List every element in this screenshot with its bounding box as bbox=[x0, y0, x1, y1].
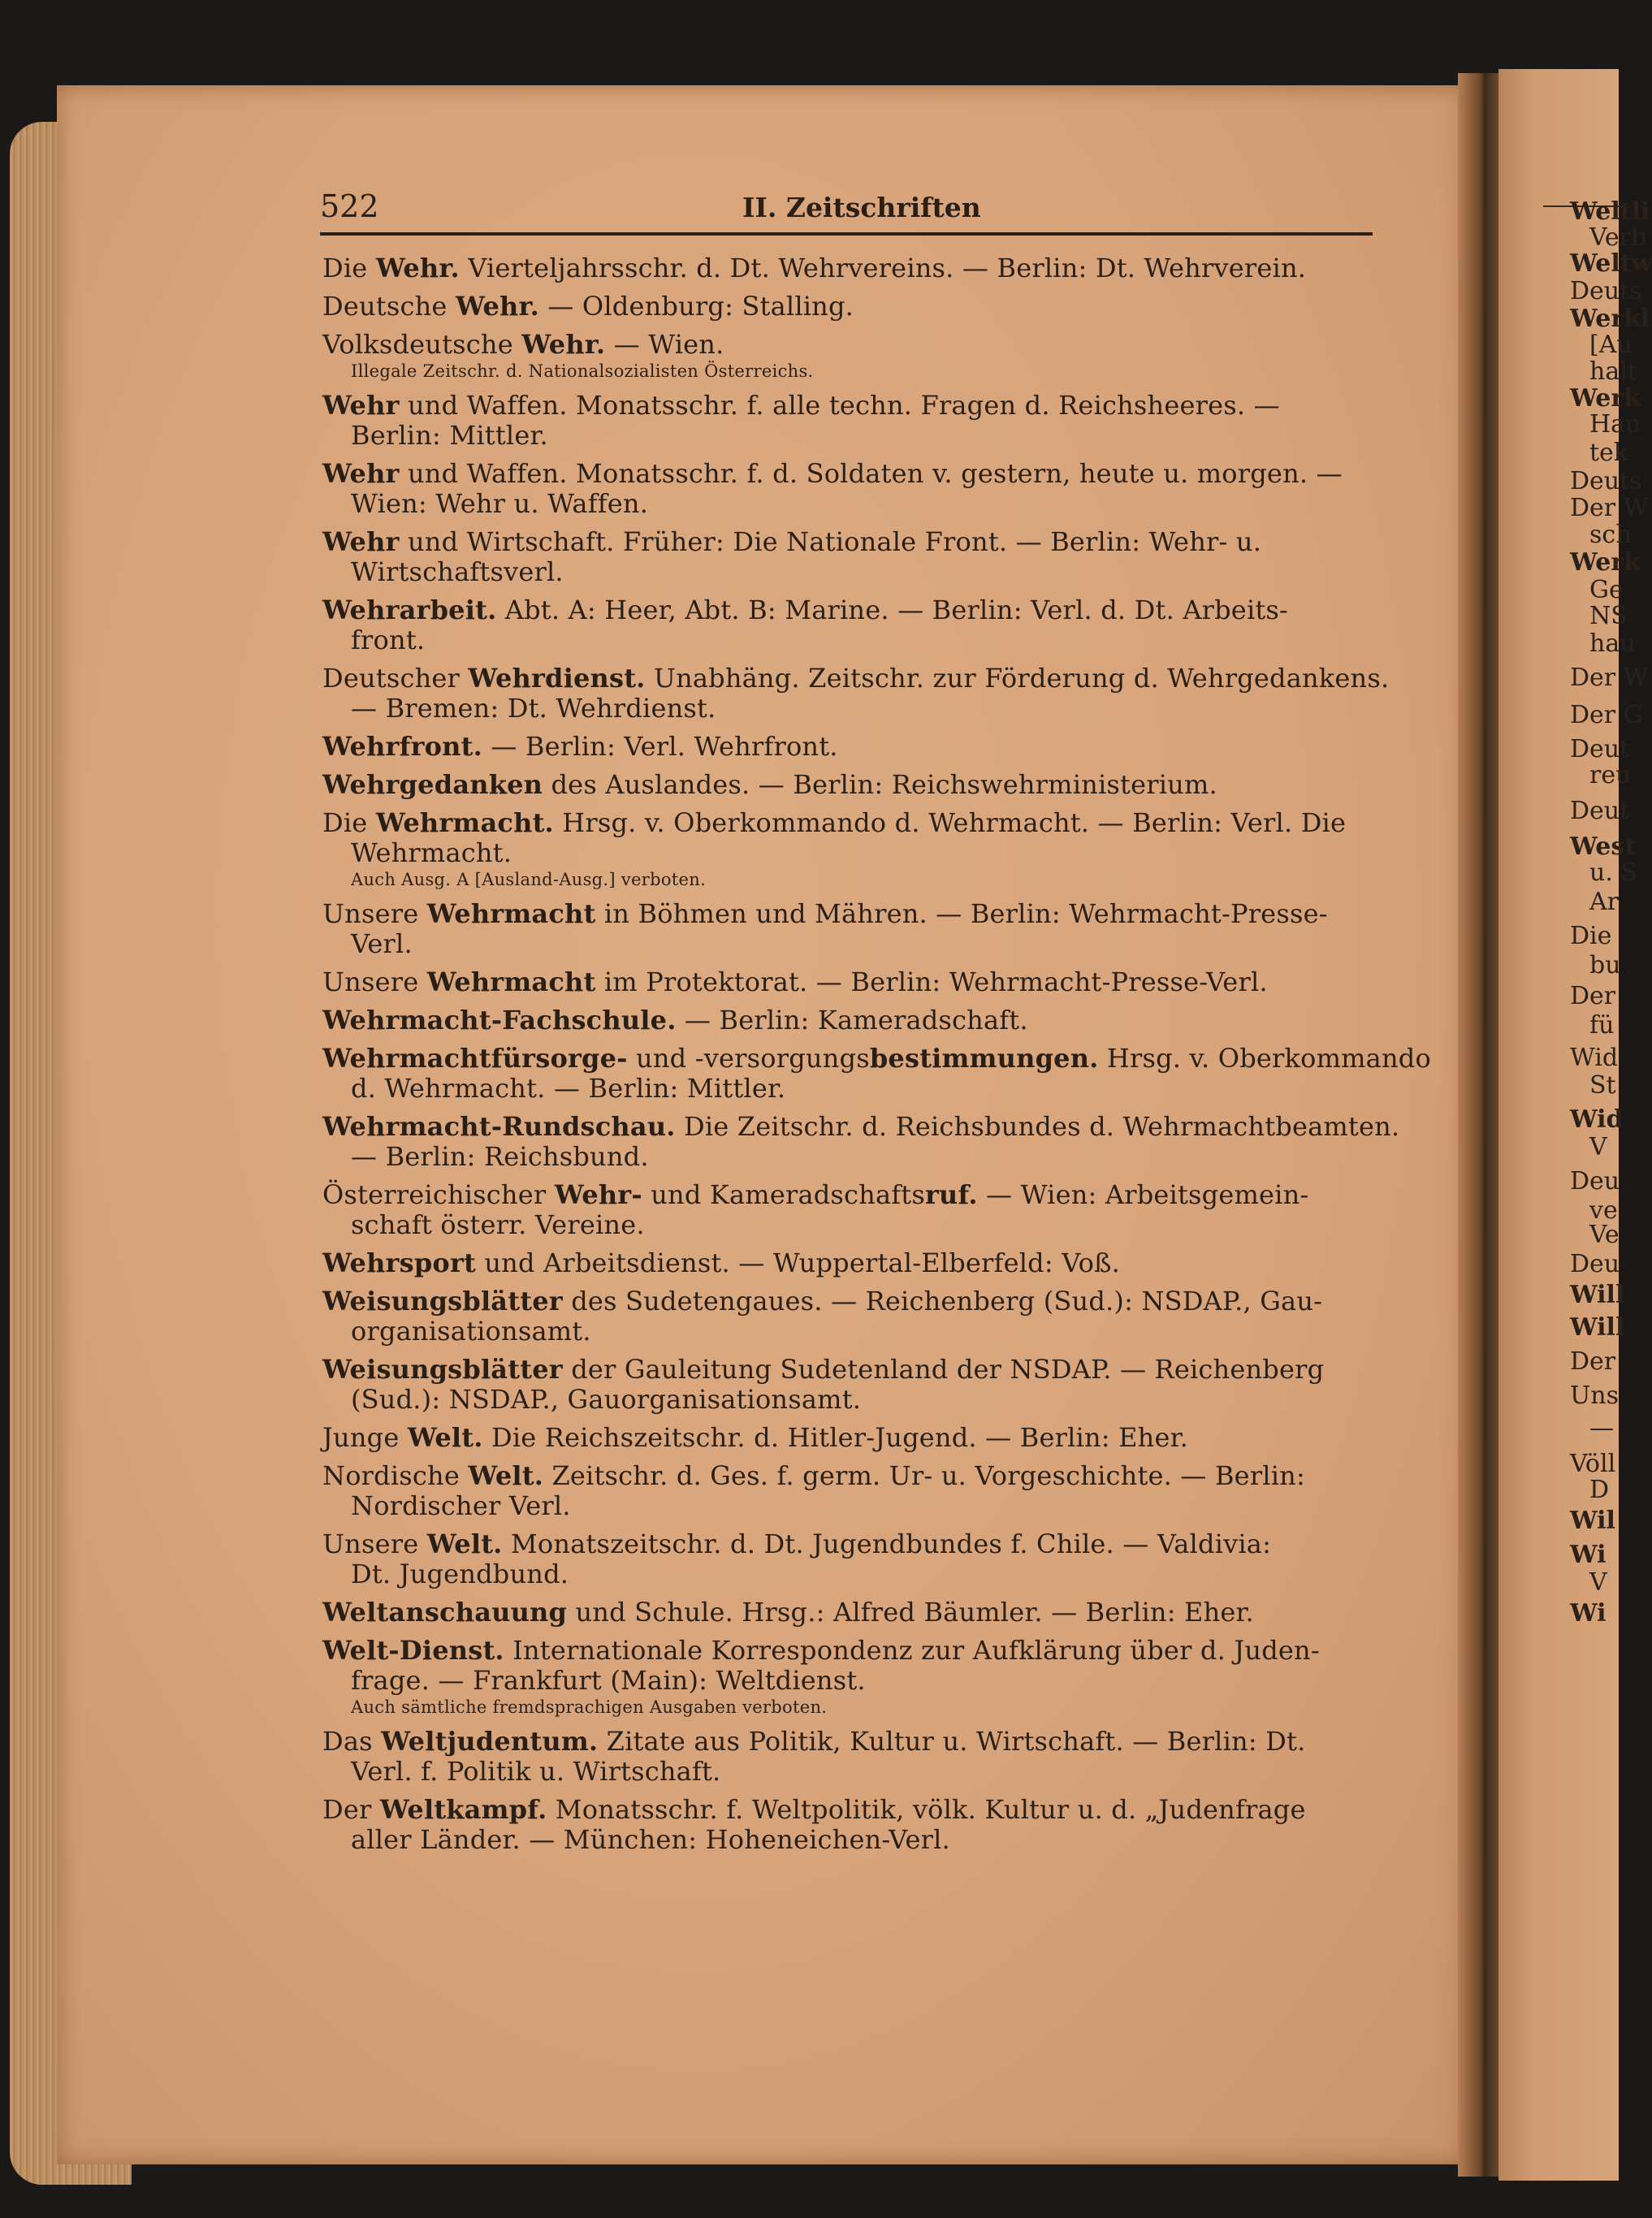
entry-text: — Berlin: Reichsbund. bbox=[351, 1141, 649, 1172]
entry-prefix: Deutsche bbox=[322, 291, 456, 322]
entry-keyword: Wehr bbox=[322, 390, 400, 421]
entry-keyword: Wehrmacht. bbox=[375, 807, 554, 838]
entry-line bbox=[322, 1180, 1378, 1210]
right-page-line-fragment: Der bbox=[1570, 982, 1616, 1010]
entry-text: — Oldenburg: Stalling. bbox=[538, 291, 854, 322]
entry-continuation-line bbox=[322, 929, 1378, 959]
entry-line bbox=[322, 899, 1378, 929]
right-page-line-fragment: Völl bbox=[1570, 1450, 1616, 1478]
entry-continuation-line bbox=[322, 1210, 1378, 1240]
entry-continuation-line bbox=[322, 1757, 1378, 1787]
entry-line bbox=[322, 1461, 1378, 1491]
entry-prefix: Österreichischer bbox=[322, 1179, 555, 1210]
right-page-line-fragment: Der W bbox=[1570, 494, 1649, 522]
entry-text: Zeitschr. d. Ges. f. germ. Ur- u. Vorgeschichte. — Berlin: bbox=[543, 1460, 1305, 1491]
right-page-line-fragment: Die bbox=[1570, 922, 1612, 950]
right-page-line-fragment: u. S bbox=[1589, 858, 1637, 887]
entry-text: und Arbeitsdienst. — Wuppertal-Elberfeld: Voß. bbox=[476, 1247, 1120, 1278]
entry-text: schaft österr. Vereine. bbox=[351, 1209, 645, 1240]
entry-text: Verl. bbox=[351, 928, 413, 959]
entry-keyword: Welt. bbox=[407, 1422, 483, 1453]
entry-keyword: Weltanschauung bbox=[322, 1597, 568, 1628]
right-page-line-fragment: Werkl bbox=[1570, 305, 1650, 333]
entry-keyword: ruf. bbox=[924, 1179, 978, 1210]
bibliography-entry bbox=[322, 1461, 1378, 1521]
entry-prefix: Die bbox=[322, 253, 376, 283]
entry-prefix: Volksdeutsche bbox=[322, 329, 522, 360]
bibliography-entry bbox=[322, 1180, 1378, 1240]
entry-keyword: Wehrmacht-Rundschau. bbox=[322, 1111, 676, 1142]
entry-keyword: Wehrsport bbox=[322, 1247, 476, 1278]
entry-keyword: Wehr. bbox=[455, 291, 539, 322]
right-page-fragment bbox=[1498, 69, 1652, 2181]
entry-text: — Wien: Arbeitsgemein- bbox=[977, 1179, 1309, 1210]
right-page-line-fragment: Uns bbox=[1570, 1381, 1619, 1410]
entry-keyword: Weisungsblätter bbox=[322, 1286, 563, 1317]
right-page-line-fragment: Weltli bbox=[1570, 197, 1650, 226]
entry-text: Abt. A: Heer, Abt. B: Marine. — Berlin: Verl. d. Dt. Arbeits- bbox=[496, 594, 1289, 625]
entry-prefix: Das bbox=[322, 1726, 382, 1757]
bibliography-entry bbox=[322, 527, 1378, 587]
entry-keyword: Wehrarbeit. bbox=[322, 594, 497, 625]
entry-keyword: Weisungsblätter bbox=[322, 1354, 563, 1385]
entry-continuation-line bbox=[322, 838, 1378, 868]
right-page-line-fragment: Deu bbox=[1570, 1167, 1620, 1195]
right-page-line-fragment: Ge bbox=[1589, 576, 1624, 604]
right-page-line-fragment: Deuts bbox=[1570, 277, 1642, 305]
entry-keyword: Weltkampf. bbox=[379, 1794, 547, 1825]
entry-text: frage. — Frankfurt (Main): Weltdienst. bbox=[351, 1665, 866, 1696]
entry-continuation-line bbox=[322, 489, 1378, 519]
right-page-line-fragment: Werk bbox=[1570, 548, 1641, 577]
entry-line bbox=[322, 1423, 1378, 1453]
entry-text: organisationsamt. bbox=[351, 1316, 591, 1347]
entry-keyword: Wehr bbox=[322, 458, 400, 489]
entry-text: — Berlin: Verl. Wehrfront. bbox=[482, 731, 838, 762]
entry-text: und -versorgungs bbox=[627, 1043, 870, 1074]
entry-line bbox=[322, 808, 1378, 838]
entry-prefix: Deutscher bbox=[322, 663, 469, 694]
entry-line bbox=[322, 1005, 1378, 1035]
entry-text: Internationale Korrespondenz zur Aufklärung über d. Juden- bbox=[504, 1635, 1320, 1666]
entry-prefix: Nordische bbox=[322, 1460, 469, 1491]
right-page-line-fragment: Verb bbox=[1589, 223, 1647, 252]
right-page-line-fragment: Deut bbox=[1570, 797, 1630, 825]
entry-line bbox=[322, 1636, 1378, 1666]
entry-line bbox=[322, 253, 1378, 283]
bibliography-entry bbox=[322, 595, 1378, 655]
bibliography-entry bbox=[322, 1598, 1378, 1628]
bibliography-entry bbox=[322, 1248, 1378, 1278]
entry-line bbox=[322, 595, 1378, 625]
entry-continuation-line bbox=[322, 1385, 1378, 1415]
right-page-line-fragment: Wid bbox=[1570, 1105, 1624, 1134]
entry-text: aller Länder. — München: Hoheneichen-Verl. bbox=[351, 1824, 950, 1855]
entry-text: Nordischer Verl. bbox=[351, 1490, 571, 1521]
entry-keyword: Wehr- bbox=[554, 1179, 642, 1210]
entry-text: und Wirtschaft. Früher: Die Nationale Front. — Berlin: Wehr- u. bbox=[399, 526, 1262, 557]
entry-continuation-line bbox=[322, 1317, 1378, 1347]
entry-keyword: Wehr. bbox=[375, 253, 460, 283]
bibliography-entry bbox=[322, 663, 1390, 724]
bibliography-entry bbox=[322, 770, 1378, 800]
bibliography-entry bbox=[322, 459, 1378, 519]
entry-line bbox=[322, 1795, 1378, 1825]
entry-continuation-line bbox=[322, 1666, 1378, 1696]
bibliography-entry bbox=[322, 1727, 1378, 1787]
right-page-line-fragment: Der G bbox=[1570, 701, 1643, 729]
bibliography-entry bbox=[322, 1529, 1378, 1589]
entry-prefix: Unsere bbox=[322, 898, 427, 929]
entry-prefix: Unsere bbox=[322, 1528, 427, 1559]
entry-line bbox=[322, 1529, 1378, 1559]
right-page-line-fragment: ve bbox=[1589, 1196, 1618, 1225]
right-page-line-fragment: Der bbox=[1570, 1347, 1616, 1376]
entry-text: Unabhäng. Zeitschr. zur Förderung d. Wehrgedankens. bbox=[645, 663, 1390, 694]
entry-text: und Waffen. Monatsschr. f. d. Soldaten v. gestern, heute u. morgen. — bbox=[399, 458, 1343, 489]
entry-text: Wehrmacht. bbox=[351, 837, 512, 868]
entry-text: Vierteljahrsschr. d. Dt. Wehrvereins. — Berlin: Dt. Wehrverein. bbox=[459, 253, 1307, 283]
running-title: II. Zeitschriften bbox=[742, 192, 981, 223]
entry-continuation-line bbox=[322, 1559, 1378, 1589]
entry-keyword: Wehr. bbox=[521, 329, 606, 360]
right-page-line-fragment: Wi bbox=[1570, 1599, 1607, 1628]
entry-text: Verl. f. Politik u. Wirtschaft. bbox=[351, 1756, 721, 1787]
right-page-line-fragment: Wid bbox=[1570, 1044, 1619, 1072]
entry-keyword: Welt. bbox=[468, 1460, 544, 1491]
entry-text: und Kameradschafts bbox=[642, 1179, 925, 1210]
entry-continuation-line bbox=[322, 1825, 1378, 1855]
entry-continuation-line bbox=[322, 421, 1378, 451]
entry-text: Zitate aus Politik, Kultur u. Wirtschaft. — Berlin: Dt. bbox=[598, 1726, 1306, 1757]
right-page-line-fragment: Wil bbox=[1570, 1507, 1615, 1535]
bibliography-list bbox=[322, 253, 1431, 1863]
entry-text: Monatsschr. f. Weltpolitik, völk. Kultur u. d. „Judenfrage bbox=[547, 1794, 1306, 1825]
entry-line bbox=[322, 967, 1378, 997]
entry-text: Berlin: Mittler. bbox=[351, 420, 548, 451]
entry-continuation-line bbox=[322, 625, 1378, 655]
right-page-line-fragment: Deuts bbox=[1570, 467, 1642, 495]
right-page-line-fragment: fü bbox=[1589, 1011, 1615, 1040]
right-page-line-fragment: Weltw bbox=[1570, 249, 1652, 278]
right-page-line-fragment: Deu bbox=[1570, 1250, 1620, 1278]
entry-text: des Sudetengaues. — Reichenberg (Sud.): NSDAP., Gau- bbox=[562, 1286, 1323, 1317]
entry-keyword: Wehr bbox=[322, 526, 400, 557]
right-page-line-fragment: NS bbox=[1589, 602, 1628, 630]
right-page-line-fragment: Ar bbox=[1589, 888, 1620, 916]
right-page-line-fragment: Will bbox=[1570, 1281, 1625, 1309]
entry-text: — Wien. bbox=[605, 329, 724, 360]
entry-text: und Schule. Hrsg.: Alfred Bäumler. — Berlin: Eher. bbox=[567, 1597, 1254, 1628]
entry-line bbox=[322, 663, 1390, 694]
entry-keyword: Wehrmachtfürsorge- bbox=[322, 1043, 628, 1074]
bibliography-entry bbox=[322, 391, 1378, 451]
entry-line bbox=[322, 459, 1378, 489]
right-page-line-fragment: V bbox=[1589, 1133, 1607, 1161]
entry-text: — Berlin: Kameradschaft. bbox=[676, 1005, 1028, 1035]
right-page-line-fragment: West bbox=[1570, 832, 1637, 861]
entry-keyword: Wehrgedanken bbox=[322, 769, 543, 800]
bibliography-entry bbox=[322, 808, 1378, 891]
entry-text: Die Zeitschr. d. Reichsbundes d. Wehrmachtbeamten. bbox=[675, 1111, 1400, 1142]
entry-keyword: Wehrdienst. bbox=[468, 663, 646, 694]
entry-line bbox=[322, 391, 1378, 421]
entry-text: der Gauleitung Sudetenland der NSDAP. — Reichenberg bbox=[562, 1354, 1325, 1385]
right-page-line-fragment: Deut bbox=[1570, 735, 1630, 763]
bibliography-entry bbox=[322, 1795, 1378, 1855]
entry-text: im Protektorat. — Berlin: Wehrmacht-Presse-Verl. bbox=[595, 966, 1268, 997]
entry-line bbox=[322, 1043, 1431, 1074]
entry-note: Auch Ausg. A [Ausland-Ausg.] verboten. bbox=[351, 870, 707, 889]
entry-note: Auch sämtliche fremdsprachigen Ausgaben verboten. bbox=[351, 1697, 828, 1717]
entry-prefix: Der bbox=[322, 1794, 380, 1825]
entry-text: Wirtschaftsverl. bbox=[351, 556, 564, 587]
entry-line bbox=[322, 1598, 1378, 1628]
entry-line bbox=[322, 1248, 1378, 1278]
entry-line bbox=[322, 1111, 1400, 1142]
entry-keyword: Wehrmacht bbox=[426, 898, 596, 929]
entry-continuation-line bbox=[322, 694, 1378, 724]
entry-keyword: Weltjudentum. bbox=[381, 1726, 599, 1757]
entry-text: — Bremen: Dt. Wehrdienst. bbox=[351, 693, 716, 724]
entry-continuation-line bbox=[322, 1142, 1378, 1172]
bibliography-entry bbox=[322, 330, 1378, 383]
right-page-line-fragment: — bbox=[1589, 1414, 1614, 1442]
right-page-line-fragment: St bbox=[1589, 1071, 1616, 1100]
bibliography-entry bbox=[322, 1355, 1378, 1415]
bibliography-entry bbox=[322, 1636, 1378, 1719]
entry-text: Dt. Jugendbund. bbox=[351, 1559, 569, 1589]
bibliography-entry bbox=[322, 253, 1378, 283]
bibliography-entry bbox=[322, 899, 1378, 959]
bibliography-entry bbox=[322, 1043, 1431, 1104]
entry-keyword: Wehrmacht bbox=[426, 966, 596, 997]
right-page-line-fragment: V bbox=[1589, 1568, 1607, 1597]
entry-line bbox=[322, 292, 1378, 322]
right-page-line-fragment: halt bbox=[1589, 357, 1637, 386]
bibliography-entry bbox=[322, 732, 1378, 762]
entry-prefix: Unsere bbox=[322, 966, 427, 997]
entry-text: Die Reichszeitschr. d. Hitler-Jugend. — Berlin: Eher. bbox=[482, 1422, 1188, 1453]
entry-continuation-line bbox=[322, 1491, 1378, 1521]
right-page-line-fragment: Der W bbox=[1570, 664, 1649, 692]
entry-text: Monatszeitschr. d. Dt. Jugendbundes f. Chile. — Valdivia: bbox=[502, 1528, 1272, 1559]
right-page-line-fragment: Wi bbox=[1570, 1541, 1607, 1569]
right-page-line-fragment: Ve bbox=[1589, 1221, 1620, 1249]
page-header bbox=[320, 188, 1372, 234]
entry-line bbox=[322, 1286, 1378, 1317]
entry-keyword: Wehrmacht-Fachschule. bbox=[322, 1005, 677, 1035]
entry-line bbox=[322, 770, 1378, 800]
entry-keyword: Wehrfront. bbox=[322, 731, 482, 762]
bibliography-entry bbox=[322, 1423, 1378, 1453]
header-rule bbox=[320, 232, 1373, 236]
right-page-line-fragment: tek bbox=[1589, 439, 1628, 467]
entry-text: des Auslandes. — Berlin: Reichswehrministerium. bbox=[543, 769, 1217, 800]
entry-text: Hrsg. v. Oberkommando bbox=[1098, 1043, 1431, 1074]
entry-prefix: Junge bbox=[322, 1422, 408, 1453]
right-page-line-fragment: Werk bbox=[1570, 384, 1641, 413]
entry-line bbox=[322, 732, 1378, 762]
entry-note: Illegale Zeitschr. d. Nationalsozialisten Österreichs. bbox=[351, 361, 814, 381]
entry-keyword: Welt-Dienst. bbox=[322, 1635, 504, 1666]
right-page-line-fragment: bu bbox=[1589, 951, 1621, 979]
entry-text: in Böhmen und Mähren. — Berlin: Wehrmacht-Presse- bbox=[595, 898, 1328, 929]
right-page-line-fragment: sch bbox=[1589, 521, 1632, 549]
right-page-line-fragment: reu bbox=[1589, 761, 1632, 789]
bibliography-entry bbox=[322, 292, 1378, 322]
right-page-line-fragment: Hau bbox=[1589, 410, 1641, 439]
entry-prefix: Die bbox=[322, 807, 376, 838]
bibliography-entry bbox=[322, 967, 1378, 997]
right-page-line-fragment: Will bbox=[1570, 1313, 1625, 1342]
entry-text: Wien: Wehr u. Waffen. bbox=[351, 488, 649, 519]
bibliography-entry bbox=[322, 1286, 1378, 1347]
entry-continuation-line bbox=[322, 557, 1378, 587]
entry-line bbox=[322, 527, 1378, 557]
entry-line bbox=[322, 1727, 1378, 1757]
right-page-line-fragment: D bbox=[1589, 1476, 1610, 1504]
entry-text: Hrsg. v. Oberkommando d. Wehrmacht. — Berlin: Verl. Die bbox=[553, 807, 1347, 838]
entry-text: front. bbox=[351, 625, 426, 655]
bibliography-entry bbox=[322, 1005, 1378, 1035]
right-page-line-fragment: [Au bbox=[1589, 331, 1633, 359]
page-number: 522 bbox=[320, 188, 379, 224]
entry-keyword: Welt. bbox=[426, 1528, 503, 1559]
entry-text: und Waffen. Monatsschr. f. alle techn. Fragen d. Reichsheeres. — bbox=[399, 390, 1280, 421]
bibliography-entry bbox=[322, 1111, 1400, 1172]
entry-line bbox=[322, 1355, 1378, 1385]
entry-line bbox=[322, 330, 1378, 360]
entry-continuation-line bbox=[322, 1074, 1378, 1104]
entry-text: d. Wehrmacht. — Berlin: Mittler. bbox=[351, 1073, 786, 1104]
right-page-line-fragment: hau bbox=[1589, 629, 1636, 658]
entry-keyword: bestimmungen. bbox=[869, 1043, 1099, 1074]
entry-text: (Sud.): NSDAP., Gauorganisationsamt. bbox=[351, 1384, 862, 1415]
